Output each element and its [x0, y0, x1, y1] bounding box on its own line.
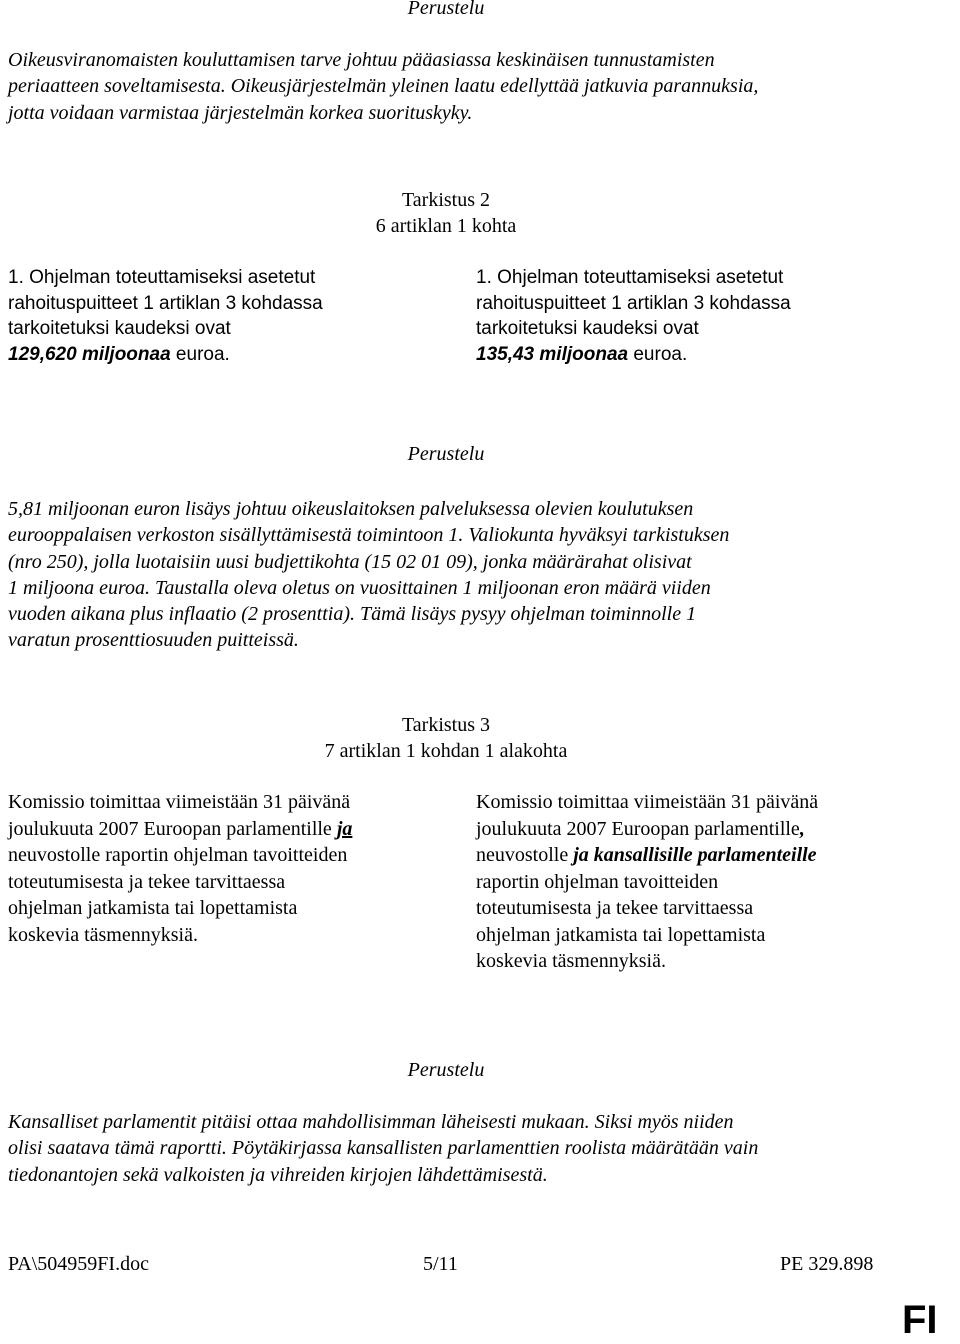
- amendment-3-original-text: [8, 789, 448, 948]
- emphasis-added: ja kansallisille parlamenteille: [573, 844, 817, 866]
- amendment-3-title: Tarkistus 3: [401, 714, 491, 736]
- text-fragment: neuvostolle: [476, 844, 574, 866]
- text-line: Komissio toimittaa viimeistään 31 päivänä: [476, 791, 819, 813]
- text-line: raportin ohjelman tavoitteiden: [476, 870, 719, 893]
- text-line: rahoituspuitteet 1 artiklan 3 kohdassa: [476, 292, 791, 314]
- text-line: 1. Ohjelman toteuttamiseksi asetetut: [476, 267, 784, 288]
- justification-heading-2: Perustelu: [407, 443, 485, 465]
- amount-original: 129,620 miljoonaa: [8, 343, 171, 365]
- text-line: 1. Ohjelman toteuttamiseksi asetetut: [8, 267, 316, 288]
- emphasis-deleted: ja: [336, 817, 353, 840]
- text-line: 5,81 miljoonan euron lisäys johtuu oikeuslaitoksen palveluksessa olevien koulutuksen: [8, 498, 694, 520]
- language-badge: FI: [902, 1298, 938, 1342]
- text-line: (nro 250), jolla luotaisiin uusi budjettikohta (15 02 01 09), jonka määrärahat olisivat: [8, 550, 692, 573]
- footer-doc-ref: PA\504959FI.doc: [8, 1253, 149, 1275]
- text-line: Kansalliset parlamentit pitäisi ottaa mahdollisimman läheisesti mukaan. Siksi myös niiden: [8, 1111, 734, 1133]
- text-line: ohjelman jatkamista tai lopettamista: [8, 897, 298, 919]
- emphasis-comma: ,: [799, 817, 805, 840]
- text-line: toteutumisesta ja tekee tarvittaessa: [8, 870, 286, 893]
- text-line: vuoden aikana plus inflaatio (2 prosenttia). Tämä lisäys pysyy ohjelman toiminnolle 1: [8, 603, 697, 626]
- amendment-3-amended-text: [476, 789, 916, 975]
- text-line: jotta voidaan varmistaa järjestelmän korkea suorituskyky.: [8, 101, 473, 124]
- text-line: Oikeusviranomaisten kouluttamisen tarve johtuu pääasiassa keskinäisen tunnustamisten: [8, 49, 715, 71]
- text-line: [8, 816, 448, 843]
- text-line: ohjelman jatkamista tai lopettamista: [476, 923, 766, 946]
- amendment-2-title: Tarkistus 2: [401, 189, 491, 211]
- text-line: toteutumisesta ja tekee tarvittaessa: [476, 897, 754, 919]
- amendment-2-subtitle: 6 artiklan 1 kohta: [375, 215, 517, 237]
- footer-page-number: 5/11: [423, 1253, 458, 1275]
- text-fragment: joulukuuta 2007 Euroopan parlamentille: [476, 817, 800, 840]
- justification-text-3: [8, 1109, 898, 1188]
- text-line: rahoituspuitteet 1 artiklan 3 kohdassa: [8, 292, 323, 314]
- text-line: tarkoitetuksi kaudeksi ovat: [476, 318, 699, 339]
- text-line: periaatteen soveltamisesta. Oikeusjärjestelmän yleinen laatu edellyttää jatkuvia parannuksia,: [8, 75, 759, 98]
- text-line: [476, 816, 916, 843]
- justification-text-2: [8, 496, 898, 654]
- text-line: koskevia täsmennyksiä.: [8, 923, 198, 946]
- text-line: tarkoitetuksi kaudeksi ovat: [8, 318, 231, 339]
- justification-text-1: [8, 47, 898, 126]
- amendment-2-amended-text: [476, 265, 916, 367]
- text-line: tiedonantojen sekä valkoisten ja vihreiden kirjojen lähdettämisestä.: [8, 1163, 548, 1186]
- footer-pe-ref: PE 329.898: [780, 1253, 874, 1275]
- amendment-3-subtitle: 7 artiklan 1 kohdan 1 alakohta: [324, 740, 568, 762]
- text-line: [476, 342, 916, 368]
- amount-amended: 135,43 miljoonaa: [476, 343, 629, 365]
- text-fragment: euroa.: [170, 343, 230, 365]
- text-line: neuvostolle raportin ohjelman tavoitteiden: [8, 844, 348, 866]
- text-line: koskevia täsmennyksiä.: [476, 950, 666, 972]
- justification-heading-1: Perustelu: [407, 0, 485, 19]
- text-fragment: euroa.: [628, 343, 688, 365]
- text-fragment: joulukuuta 2007 Euroopan parlamentille: [8, 817, 337, 840]
- text-line: 1 miljoona euroa. Taustalla oleva oletus on vuosittainen 1 miljoonan eron määrä viiden: [8, 576, 711, 599]
- text-line: [8, 342, 448, 368]
- text-line: [476, 842, 916, 869]
- text-line: eurooppalaisen verkoston sisällyttämisestä toimintoon 1. Valiokunta hyväksyi tarkistuksen: [8, 524, 730, 547]
- justification-heading-3: Perustelu: [407, 1059, 485, 1081]
- text-line: varatun prosenttiosuuden puitteissä.: [8, 629, 299, 652]
- text-line: olisi saatava tämä raportti. Pöytäkirjassa kansallisten parlamenttien roolista määrätään vain: [8, 1137, 759, 1160]
- amendment-2-original-text: [8, 265, 448, 367]
- text-line: Komissio toimittaa viimeistään 31 päivänä: [8, 791, 351, 813]
